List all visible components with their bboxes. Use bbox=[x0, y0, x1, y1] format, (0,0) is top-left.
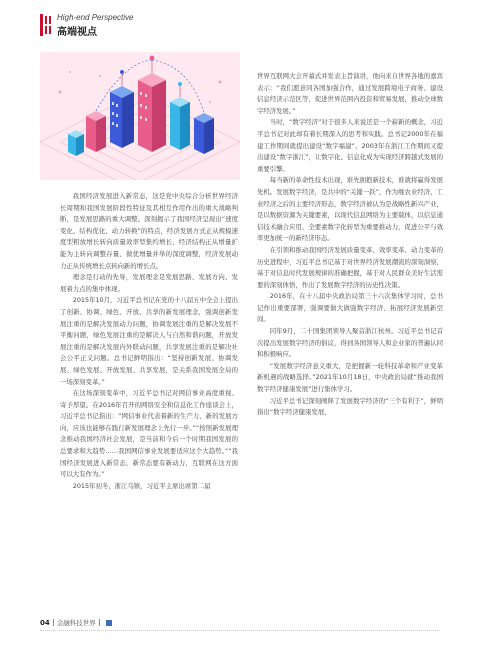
paragraph: 2016年，在十八届中央政治局第三十六次集体学习时，总书记作出重要部署，强调要做大做强数字经济、拓展经济发展新空间。 bbox=[257, 292, 443, 324]
page-number: 04 bbox=[40, 619, 50, 627]
paragraph: 2015年10月，习近平总书记在党的十八届五中全会上提出了创新、协调、绿色、开放、共享的新发展理念，强调创新发展注重的是解决发展动力问题，协调发展注重的是解决发展不平衡问题，绿色发展注重的是解决人与自然和谐问题，开放发展注重的是解决发展内外联动问题，共享发展注重的是解决社会公平正义问题。总书记鲜明指出：“坚持创新发展、协调发展、绿色发展、开放发展、共享发展，是关系我国发展全局的一场深刻变革。” bbox=[60, 296, 238, 386]
paragraph: 理念是行动的先导，发展理念是发展思路、发展方向、发展着力点的集中体现。 bbox=[60, 273, 238, 293]
paragraph: 每当新的革命性技术出现，谁先拥抱新技术，谁就将赢得发展先机。发展数字经济，是共中的“关键一跃”，作为继农业经济、工业经济之后的主要经济形态，数字经济被认为是战略性新兴产业，是以数据资源为关键要素，以现代信息网络为主要载体，以信息通信技术融合应用、全要素数字化转型为重要推动力，促进公平与效率更加统一的新经济形态。 bbox=[257, 176, 443, 243]
paragraph: 在这场深刻变革中，习近平总书记对网信事业高度重视、寄予厚望。在2016年召开的网络安全和信息化工作座谈会上，习近平总书记指出：“网信事业代表着新的生产力、新的发展方向，应该也能够在践行新发展理念上先行一步。”“按照新发展理念推动我国经济社会发展，是当前和今后一个时期我国发展的总要求和大趋势……我国网信事业发展要适应这个大趋势。”“我国经济发展进入新常态，新常态要有新动力，互联网在这方面可以大有作为。” bbox=[60, 389, 238, 479]
page-footer bbox=[40, 618, 112, 627]
paragraph: 在引领和推动我国经济发展质量变革、效率变革、动力变革的历史进程中，习近平总书记基于对世界经济发展潮流的深刻洞察，基于对信息时代发展规律的准确把握，基于对人民群众美好生活需要的深刻体悟，作出了发展数字经济的历史性决策。 bbox=[257, 245, 443, 289]
section-title-en: High-end Perspective bbox=[57, 13, 134, 22]
paragraph: 同年9月，二十国集团领导人聚首浙江杭州。习近平总书记首次提出发展数字经济的倡议，得到各国领导人和企业家的普遍认同和积极响应。 bbox=[257, 327, 443, 359]
paragraph: 世界互联网大会开幕式并发表主旨演讲，他向来自世界各地的嘉宾表示：“我们愿意同各国加强合作，通过发展跨境电子商务、建设信息经济示范区等，促进世界范围内投资和贸易发展，推动全球数字经济发展。” bbox=[257, 72, 443, 115]
magazine-name: 金融科技世界 bbox=[56, 619, 96, 627]
left-text-column bbox=[60, 191, 238, 492]
footer-divider bbox=[53, 619, 54, 626]
paragraph: “发展数字经济意义重大，是把握新一轮科技革命和产业变革新机遇的战略选择。”2021年10月18日，中央政治局就“推动我国数字经济健康发展”进行集体学习。 bbox=[257, 361, 443, 394]
footer-divider bbox=[99, 619, 100, 626]
paragraph: 当时，“数字经济”对于很多人来说还是一个崭新的概念，习近平总书记对此却有着长期深入的思考和实践。总书记2000年在福建工作期间就提出建设“数字福建”，2003年在浙江工作期间又提出建设“数字浙江”，让数字化、信息化成为实现经济跨越式发展的重要引擎。 bbox=[257, 118, 443, 173]
section-marker-icon bbox=[40, 14, 54, 36]
footer-rule bbox=[40, 630, 440, 631]
paragraph: 我国经济发展进入新常态，这是党中央综合分析世界经济长周期和我国发展阶段性特征及其相互作用作出的重大战略判断，是发展思路的重大调整。深刻揭示了我国经济呈现出“速度变化、结构优化、动力转换”的特点，经济发展方式正从规模速度型粗放增长转向质量效率型集约增长，经济结构正从增量扩能为主转向调整存量、做优增量并举的深度调整，经济发展动力正从传统增长点转向新的增长点。 bbox=[60, 192, 238, 270]
square-icon bbox=[106, 620, 112, 626]
section-title-cn: 高端视点 bbox=[57, 27, 97, 38]
paragraph: 习近平总书记深刻阐释了发展数字经济的“三个有利于”，鲜明指出“数字经济健康发展， bbox=[257, 396, 443, 417]
right-text-column bbox=[257, 71, 443, 419]
section-header bbox=[40, 13, 200, 43]
digital-city-illustration bbox=[40, 52, 240, 180]
paragraph: 2015年初冬，浙江乌镇，习近平主席出席第二届 bbox=[72, 481, 211, 490]
